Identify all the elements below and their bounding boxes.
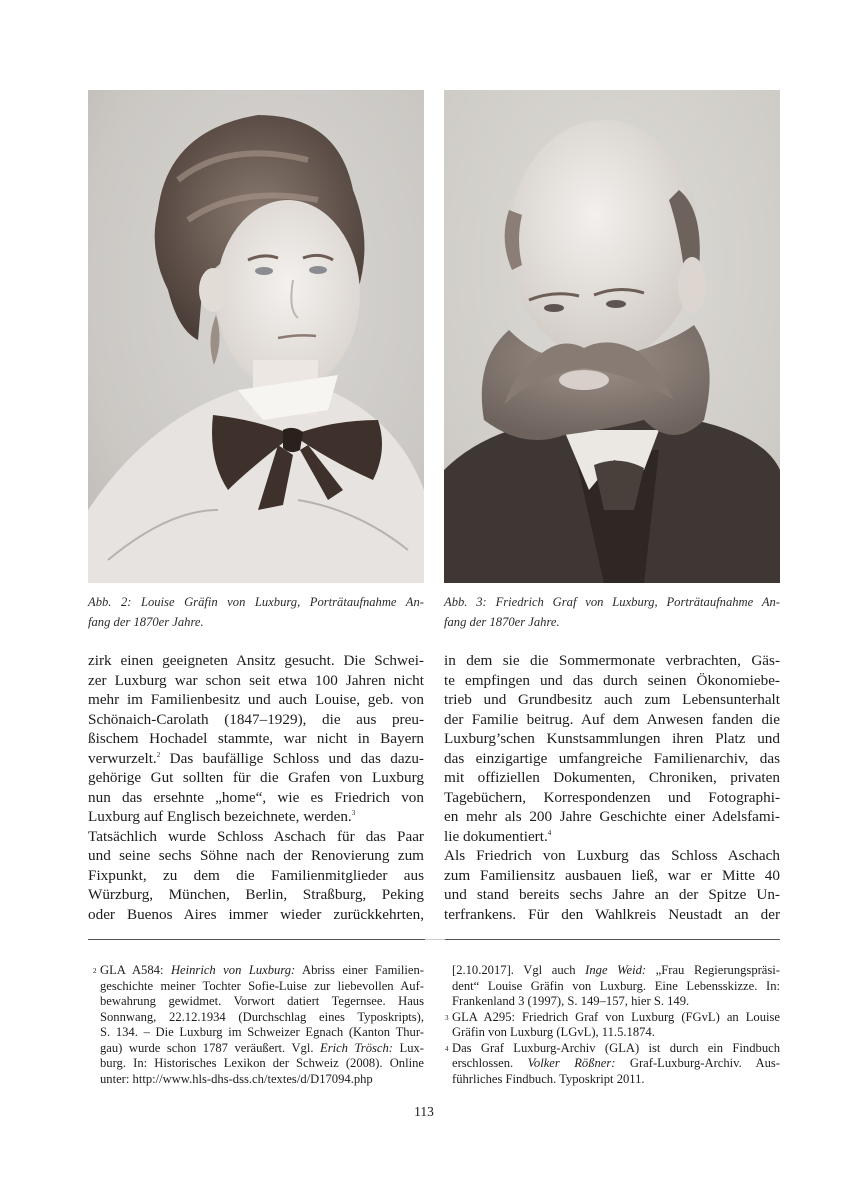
footnotes-left-column: [94, 963, 424, 1087]
text-line: trieb und Grundbesitz auch zum Lebensunterhalt: [444, 691, 780, 708]
cited-author: Volker Rößner:: [527, 1056, 616, 1070]
caption-line: fang der 1870er Jahre.: [88, 614, 204, 629]
body-text-left-column: [88, 651, 424, 924]
text-line: te empfingen und das durch seinen Ökonomiebe-: [444, 671, 780, 689]
figure-caption-abb-3: [444, 595, 780, 634]
text-line: oder Buenos Aires immer wieder zurückkehrten,: [88, 905, 424, 923]
text-line: Luxburg’schen Kunstsammlungen ihren Platz und: [444, 730, 780, 747]
text-line: zer Luxburg war schon seit etwa 100 Jahren nicht: [88, 671, 424, 689]
text-line: Würzburg, München, Berlin, Straßburg, Peking: [88, 886, 424, 903]
text-line: Fixpunkt, zu dem die Familienmitglieder aus: [88, 866, 424, 884]
footnote-line: burg. In: Historisches Lexikon der Schweiz (2008). Online: [100, 1056, 424, 1070]
caption-line: Abb. 2: Louise Gräfin von Luxburg, Porträtaufnahme An-: [88, 595, 424, 609]
text-line: zum Familiensitz ausbauen ließ, war er Mitte 40: [444, 866, 780, 884]
portrait-image-woman: [88, 90, 424, 583]
text-line: Schönaich-Carolath (1847–1929), die aus preu-: [88, 710, 424, 728]
footnote-4: [446, 1041, 780, 1088]
portrait-photo-louise: [88, 90, 424, 583]
text-fragment: lie dokumentiert.: [444, 827, 548, 845]
text-line: zirk einen geeigneten Ansitz gesucht. Die Schwei-: [88, 652, 424, 669]
footnote-number: 3: [445, 1013, 449, 1022]
text-line: das einzigartige umfangreiche Familienarchiv, das: [444, 749, 780, 767]
footnote-ref-3[interactable]: 3: [351, 809, 356, 817]
page-number: 113: [414, 1104, 434, 1119]
cited-author: Heinrich von Luxburg:: [170, 963, 296, 977]
footnote-3: [446, 1010, 780, 1041]
caption-line: fang der 1870er Jahre.: [444, 614, 560, 629]
cited-author: Inge Weid:: [585, 963, 647, 977]
text-line: [444, 827, 780, 847]
footnote-ref-4[interactable]: 4: [547, 828, 552, 837]
text-fragment: Das baufällige Schloss und das dazu-: [160, 749, 424, 767]
footnote-line: Frankenland 3 (1997), S. 149–157, hier S. 149.: [452, 994, 690, 1008]
footnote-separator-rule: [88, 939, 425, 940]
text-line: en mehr als 200 Jahre Geschichte einer Adelsfami-: [444, 808, 780, 825]
text-line: [88, 807, 424, 827]
footnote-line: gau) wurde schon 1787 veräußert. Vgl. Erich Trösch: Lux-: [100, 1040, 424, 1055]
footnote-line: GLA A584: Heinrich von Luxburg: Abriss einer Familien-: [100, 963, 425, 977]
footnote-line: Sonnwang, 22.12.1934 (Durchschlag eines Typoskripts),: [100, 1009, 424, 1024]
text-line: [88, 749, 424, 769]
footnote-2: [94, 963, 424, 1087]
footnote-line: Das Graf Luxburg-Archiv (GLA) ist durch ein Findbuch: [452, 1040, 780, 1055]
footnote-2-continued: [446, 963, 780, 1010]
footnote-line: GLA A295: Friedrich Graf von Luxburg (FGvL) an Louise: [452, 1009, 780, 1024]
footnote-number: 4: [445, 1044, 449, 1053]
text-line: mehr im Familienbesitz und auch Louise, geb. von: [88, 691, 424, 708]
footnote-line: unter: http://www.hls-dhs-dss.ch/textes/d/D17094.php: [100, 1071, 373, 1086]
cited-author: Erich Trösch:: [320, 1040, 393, 1055]
footnote-separator-gap: [425, 939, 445, 940]
footnote-line: [2.10.2017]. Vgl auch Inge Weid: „Frau Regierungspräsi-: [452, 963, 780, 977]
text-line: terfrankens. Für den Wahlkreis Neustadt an der: [444, 905, 780, 923]
text-line: Tatsächlich wurde Schloss Aschach für das Paar: [88, 827, 424, 845]
text-line: der Familie beitrug. Auf dem Anwesen fanden die: [444, 710, 780, 728]
footnote-number: 2: [93, 967, 97, 975]
text-line: Tagebüchern, Korrespondenzen und Fotographi-: [444, 788, 780, 806]
footnote-ref-2[interactable]: 2: [156, 750, 161, 759]
text-line: gehörige Gut sollten für die Grafen von Luxburg: [88, 769, 424, 786]
footnote-separator-rule: [445, 939, 780, 940]
footnotes-right-column: [446, 963, 780, 1087]
text-line: ßischem Hochadel stammte, war nicht in Bayern: [88, 730, 424, 747]
footnote-line: führliches Findbuch. Typoskript 2011.: [452, 1071, 645, 1086]
text-line: mit offiziellen Dokumenten, Chroniken, privaten: [444, 769, 780, 786]
footnote-line: bewahrung gewidmet. Vorwort datiert Tegernsee. Haus: [100, 994, 424, 1008]
portrait-photo-friedrich: [444, 90, 780, 583]
text-line: nun das ersehnte „home“, wie es Friedrich von: [88, 788, 424, 806]
text-fragment: Luxburg auf Englisch bezeichnete, werden.: [88, 808, 352, 825]
portrait-image-man: [444, 90, 780, 583]
body-text-right-column: [444, 651, 780, 924]
caption-line: Abb. 3: Friedrich Graf von Luxburg, Porträtaufnahme An-: [444, 595, 780, 609]
figure-caption-abb-2: [88, 595, 424, 634]
footnote-line: S. 134. – Die Luxburg im Schweizer Egnach (Kanton Thur-: [100, 1025, 424, 1039]
text-line: und stand bereits sechs Jahre an der Spitze Un-: [444, 886, 780, 903]
text-line: Als Friedrich von Luxburg das Schloss Aschach: [444, 847, 780, 864]
text-fragment: verwurzelt.: [88, 749, 157, 767]
footnote-line: dent“ Louise Gräfin von Luxburg. Eine Lebensskizze. In:: [452, 978, 780, 993]
footnote-line: erschlossen. Volker Rößner: Graf-Luxburg-Archiv. Aus-: [452, 1056, 781, 1070]
footnote-line: geschichte meiner Tochter Sofie-Luise zur liebevollen Auf-: [100, 978, 424, 993]
text-line: in dem sie die Sommermonate verbrachten, Gäs-: [444, 652, 780, 669]
text-line: und seine sechs Söhne nach der Renovierung zum: [88, 847, 424, 864]
footnote-line: Gräfin von Luxburg (LGvL), 11.5.1874.: [452, 1025, 655, 1039]
